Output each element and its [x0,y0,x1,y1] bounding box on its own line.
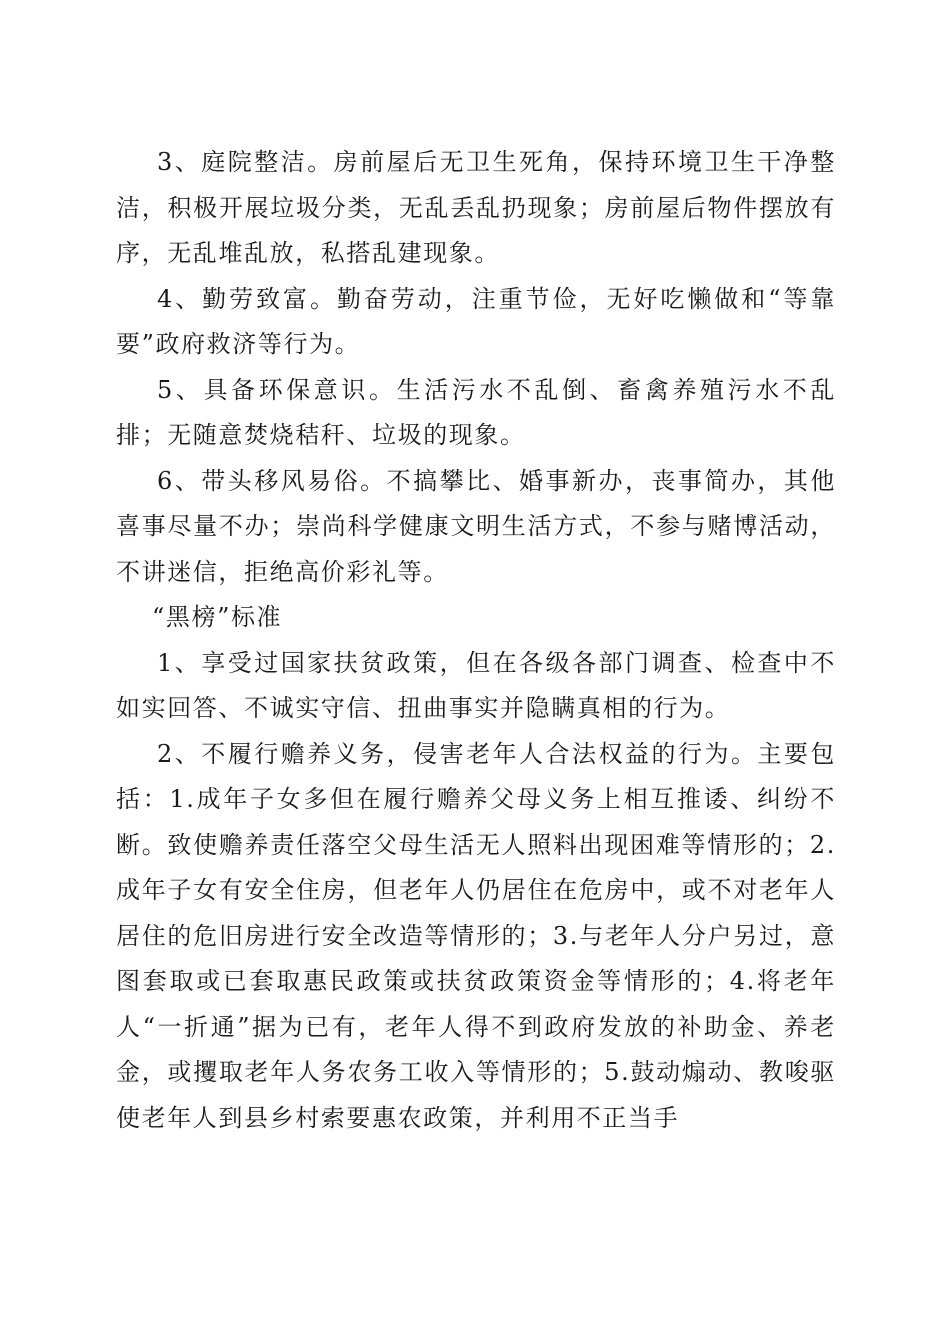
paragraph-courtyard-clean: 3、庭院整洁。房前屋后无卫生死角，保持环境卫生干净整洁，积极开展垃圾分类，无乱丢乱扔现象；房前屋后物件摆放有序，无乱堆乱放，私搭乱建现象。 [116,148,836,267]
paragraph-customs-reform: 6、带头移风易俗。不搞攀比、婚事新办，丧事简办，其他喜事尽量不办；崇尚科学健康文明生活方式，不参与赌博活动，不讲迷信，拒绝高价彩礼等。 [116,466,836,586]
paragraph-environmental-awareness: 5、具备环保意识。生活污水不乱倒、畜禽养殖污水不乱排；无随意焚烧秸秆、垃圾的现象。 [116,375,836,449]
paragraph-hardworking: 4、勤劳致富。勤奋劳动，注重节俭，无好吃懒做和“等靠要”政府救济等行为。 [116,284,836,358]
paragraph-blacklist-item-1: 1、享受过国家扶贫政策，但在各级各部门调查、检查中不如实回答、不诚实守信、扭曲事实并隐瞒真相的行为。 [116,648,836,722]
section-heading-blacklist: “黑榜”标准 [152,603,283,631]
paragraph-blacklist-item-2: 2、不履行赡养义务，侵害老年人合法权益的行为。主要包括：1.成年子女多但在履行赡养父母义务上相互推诿、纠纷不断。致使赡养责任落空父母生活无人照料出现困难等情形的；2.成年子女有安全住房，但老年人仍居住在危房中，或不对老年人居住的危旧房进行安全改造等情形的；3.与老年人分户另过，意图套取或已套取惠民政策或扶贫政策资金等情形的；4.将老年人“一折通”据为已有，老年人得不到政府发放的补助金、养老金，或攫取老年人务农务工收入等情形的；5.鼓动煽动、教唆驱使老年人到县乡村索要惠农政策，并利用不正当手 [116,739,836,1132]
document-page [116,140,836,1141]
